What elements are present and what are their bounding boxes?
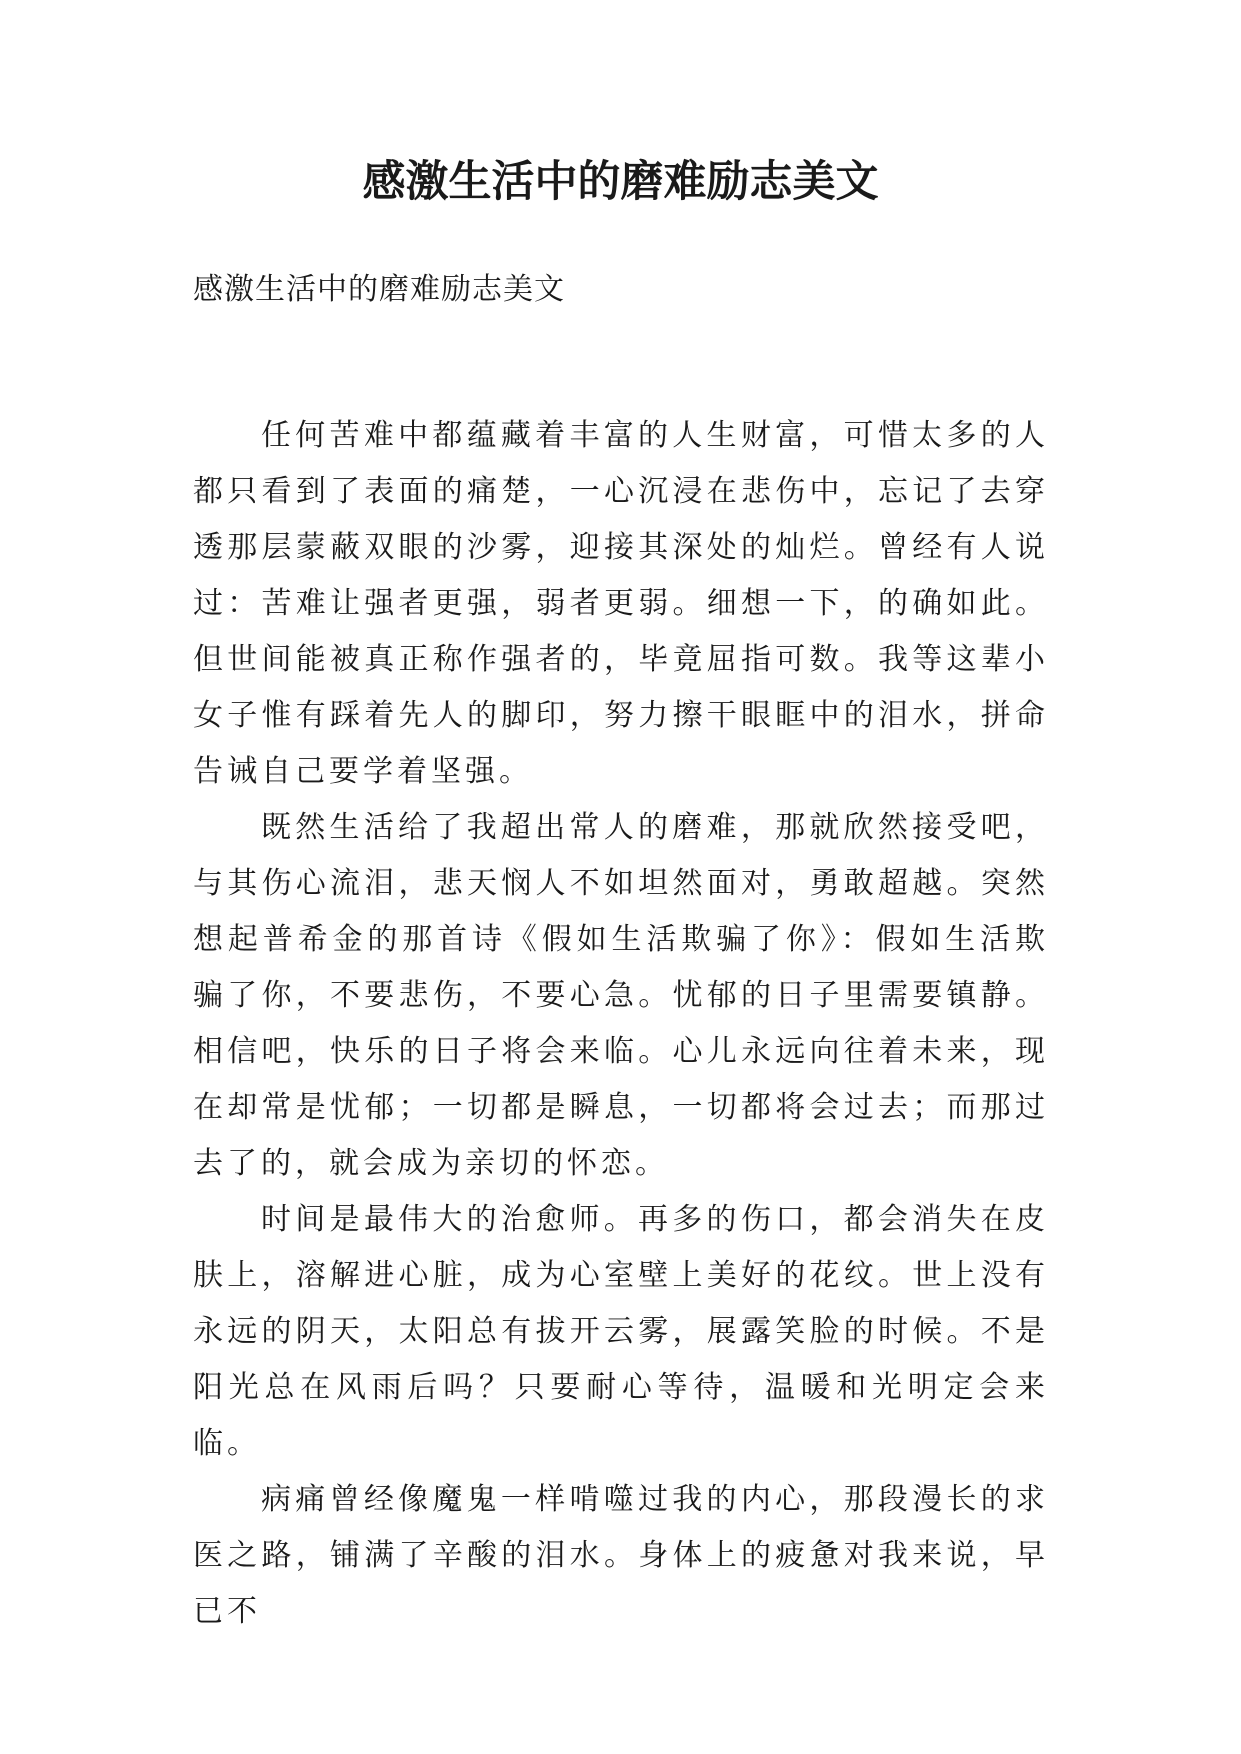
- paragraph: 病痛曾经像魔鬼一样啃噬过我的内心，那段漫长的求医之路，铺满了辛酸的泪水。身体上的疲惫对我来说，早已不: [193, 1482, 1049, 1629]
- paragraph: 时间是最伟大的治愈师。再多的伤口，都会消失在皮肤上，溶解进心脏，成为心室壁上美好的花纹。世上没有永远的阴天，太阳总有拔开云雾，展露笑脸的时候。不是阳光总在风雨后吗？只要耐心等待，温暖和光明定会来临。: [193, 1202, 1049, 1461]
- document-title: 感激生活中的磨难励志美文: [362, 157, 879, 207]
- document-body: [193, 408, 1049, 1640]
- paragraph: 既然生活给了我超出常人的磨难，那就欣然接受吧，与其伤心流泪，悲天悯人不如坦然面对，勇敢超越。突然想起普希金的那首诗《假如生活欺骗了你》：假如生活欺骗了你，不要悲伤，不要心急。忧郁的日子里需要镇静。相信吧，快乐的日子将会来临。心儿永远向往着未来，现在却常是忧郁；一切都是瞬息，一切都将会过去；而那过去了的，就会成为亲切的怀恋。: [193, 810, 1049, 1181]
- document-subtitle: 感激生活中的磨难励志美文: [193, 272, 565, 307]
- paragraph: 任何苦难中都蕴藏着丰富的人生财富，可惜太多的人都只看到了表面的痛楚，一心沉浸在悲伤中，忘记了去穿透那层蒙蔽双眼的沙雾，迎接其深处的灿烂。曾经有人说过：苦难让强者更强，弱者更弱。细想一下，的确如此。但世间能被真正称作强者的，毕竟屈指可数。我等这辈小女子惟有踩着先人的脚印，努力擦干眼眶中的泪水，拼命告诫自己要学着坚强。: [193, 418, 1049, 789]
